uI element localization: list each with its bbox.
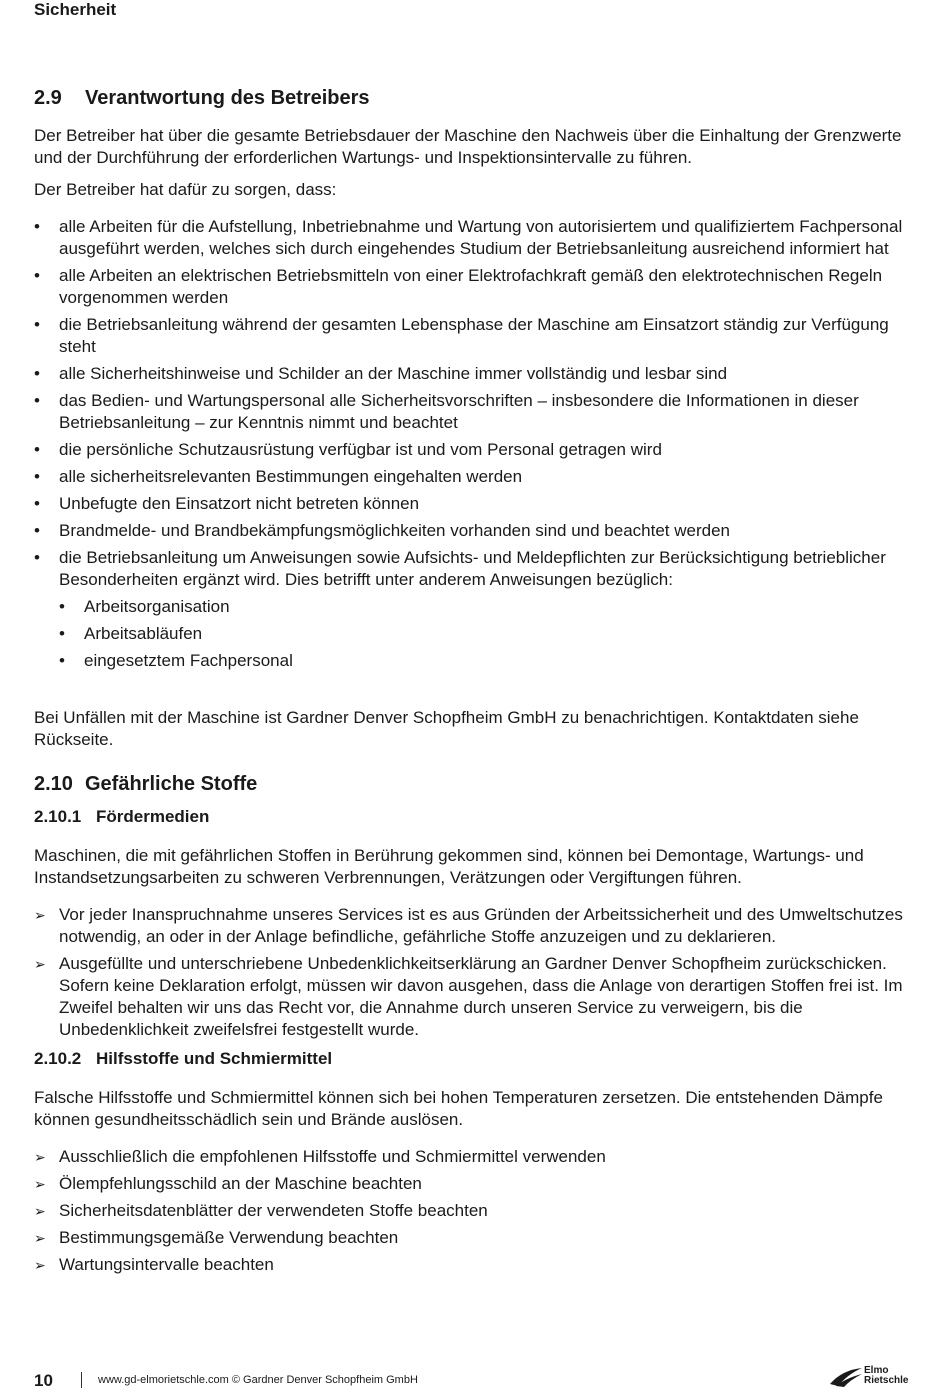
footer-copyright: www.gd-elmorietschle.com © Gardner Denver Schopfheim GmbH [98, 1374, 418, 1386]
bullet-icon [34, 493, 52, 515]
arrow-bullet-icon: ➢ [34, 1257, 46, 1273]
arrow-bullet-icon: ➢ [34, 1176, 46, 1192]
section-title: Gefährliche Stoffe [85, 773, 258, 795]
bullet-icon [34, 216, 52, 238]
list-item: ➢ Bestimmungsgemäße Verwendung beachten [34, 1228, 399, 1247]
list-item: • Brandmelde- und Brandbekämpfungsmöglichkeiten vorhanden sind und beachtet werden [34, 520, 910, 542]
page-footer [34, 1371, 910, 1393]
bullet-icon [34, 363, 52, 385]
bullet-icon [34, 390, 52, 412]
logo-wordmark: Elmo Rietschle [864, 1365, 909, 1386]
subsection-number: 2.10.1 [34, 807, 82, 826]
list-item: ➢ Sicherheitsdatenblätter der verwendeten Stoffe beachten [34, 1201, 488, 1220]
list-item: • alle Sicherheitshinweise und Schilder an der Maschine immer vollständig und lesbar sind [34, 363, 910, 385]
section-title: Verantwortung des Betreibers [85, 87, 370, 109]
list-item: • alle Arbeiten für die Aufstellung, Inbetriebnahme und Wartung von autorisiertem und qualifiziertem Fachpersonal ausgeführt werden, welches sich durch eingehendes Studium der Betriebsanleitung ausreichend informiert hat [34, 216, 910, 260]
subsection-number: 2.10.2 [34, 1049, 82, 1068]
list-item: • die Betriebsanleitung um Anweisungen sowie Aufsichts- und Meldepflichten zur Berücksichtigung betrieblicher Besonderheiten ergänzt wird. Dies betrifft unter anderem Anweisungen bezüglich: • Arbeitsorganisation • Arbeitsabläufen • eingesetztem Fachpersonal [34, 547, 910, 672]
bullet-icon [59, 623, 77, 645]
paragraph-intro: Der Betreiber hat über die gesamte Betriebsdauer der Maschine den Nachweis über die Einhaltung der Grenzwerte und der Durchführung der erforderlichen Wartungs- und Inspektionsintervalle zu führen. [34, 126, 902, 167]
elmo-rietschle-logo [828, 1366, 918, 1390]
subsection-heading-2-10-1 [34, 806, 209, 828]
arrow-bullet-icon: ➢ [34, 956, 46, 972]
arrow-bullet-icon: ➢ [34, 1149, 46, 1165]
list-item: ➢ Ausgefüllte und unterschriebene Unbedenklichkeitserklärung an Gardner Denver Schopfheim zurückschicken. Sofern keine Deklaration erfolgt, müssen wir davon ausgehen, dass die Anlage von derartigen Stoffen frei ist. Im Zweifel behalten wir uns das Recht vor, die Annahme durch unseren Service zu verweigern, bis die Unbedenklichkeit zweifelsfrei festgestellt wurde. [34, 954, 903, 1039]
running-header: Sicherheit [34, 0, 117, 19]
subsection-title: Fördermedien [96, 807, 210, 826]
bullet-icon [59, 650, 77, 672]
logo-swoosh-icon [828, 1366, 864, 1388]
bullet-icon [34, 466, 52, 488]
bullet-icon [59, 596, 77, 618]
list-item: • die persönliche Schutzausrüstung verfügbar ist und vom Personal getragen wird [34, 439, 910, 461]
sub-list [59, 596, 910, 672]
list-item: ➢ Ölempfehlungsschild an der Maschine beachten [34, 1174, 422, 1193]
arrow-bullet-icon: ➢ [34, 1203, 46, 1219]
list-item: ➢ Ausschließlich die empfohlenen Hilfsstoffe und Schmiermittel verwenden [34, 1147, 606, 1166]
arrow-bullet-icon: ➢ [34, 907, 46, 923]
bullet-icon [34, 439, 52, 461]
sub-list-item: • Arbeitsabläufen [59, 623, 910, 645]
list-item: • alle sicherheitsrelevanten Bestimmungen eingehalten werden [34, 466, 910, 488]
paragraph-lead: Der Betreiber hat dafür zu sorgen, dass: [34, 180, 337, 199]
section-number: 2.9 [34, 87, 62, 109]
paragraph-accident: Bei Unfällen mit der Maschine ist Gardner Denver Schopfheim GmbH zu benachrichtigen. Kontaktdaten siehe Rückseite. [34, 708, 859, 749]
list-item: • das Bedien- und Wartungspersonal alle Sicherheitsvorschriften – insbesondere die Informationen in dieser Betriebsanleitung – zur Kenntnis nimmt und beachtet [34, 390, 910, 434]
list-item: ➢ Wartungsintervalle beachten [34, 1255, 274, 1274]
bullet-icon [34, 520, 52, 542]
bullet-icon [34, 314, 52, 336]
sub-list-item: • Arbeitsorganisation [59, 596, 910, 618]
list-item: • alle Arbeiten an elektrischen Betriebsmitteln von einer Elektrofachkraft gemäß den elektrotechnischen Regeln vorgenommen werden [34, 265, 910, 309]
paragraph-lubricants: Falsche Hilfsstoffe und Schmiermittel können sich bei hohen Temperaturen zersetzen. Die entstehenden Dämpfe können gesundheitsschädlich sein und Brände auslösen. [34, 1088, 883, 1129]
section-heading-2-10 [34, 772, 257, 796]
section-heading-2-9 [34, 86, 370, 110]
bullet-icon [34, 547, 52, 569]
arrow-bullet-icon: ➢ [34, 1230, 46, 1246]
subsection-title: Hilfsstoffe und Schmiermittel [96, 1049, 333, 1068]
list-item: ➢ Vor jeder Inanspruchnahme unseres Services ist es aus Gründen der Arbeitssicherheit und des Umweltschutzes notwendig, an oder in der Anlage befindliche, gefährliche Stoffe anzuzeigen und zu deklarieren. [34, 905, 903, 946]
list-item: • Unbefugte den Einsatzort nicht betreten können [34, 493, 910, 515]
operator-duties-list [34, 216, 910, 677]
footer-divider [81, 1372, 82, 1388]
page-number: 10 [34, 1371, 53, 1390]
subsection-heading-2-10-2 [34, 1048, 332, 1070]
section-number: 2.10 [34, 773, 73, 795]
lubricant-instructions-list [34, 1146, 910, 1281]
bullet-icon [34, 265, 52, 287]
media-instructions-list [34, 904, 910, 1046]
list-item: • die Betriebsanleitung während der gesamten Lebensphase der Maschine am Einsatzort ständig zur Verfügung steht [34, 314, 910, 358]
paragraph-media: Maschinen, die mit gefährlichen Stoffen in Berührung gekommen sind, können bei Demontage, Wartungs- und Instandsetzungsarbeiten zu schweren Verbrennungen, Verätzungen oder Vergiftungen führen. [34, 846, 864, 887]
sub-list-item: • eingesetztem Fachpersonal [59, 650, 910, 672]
